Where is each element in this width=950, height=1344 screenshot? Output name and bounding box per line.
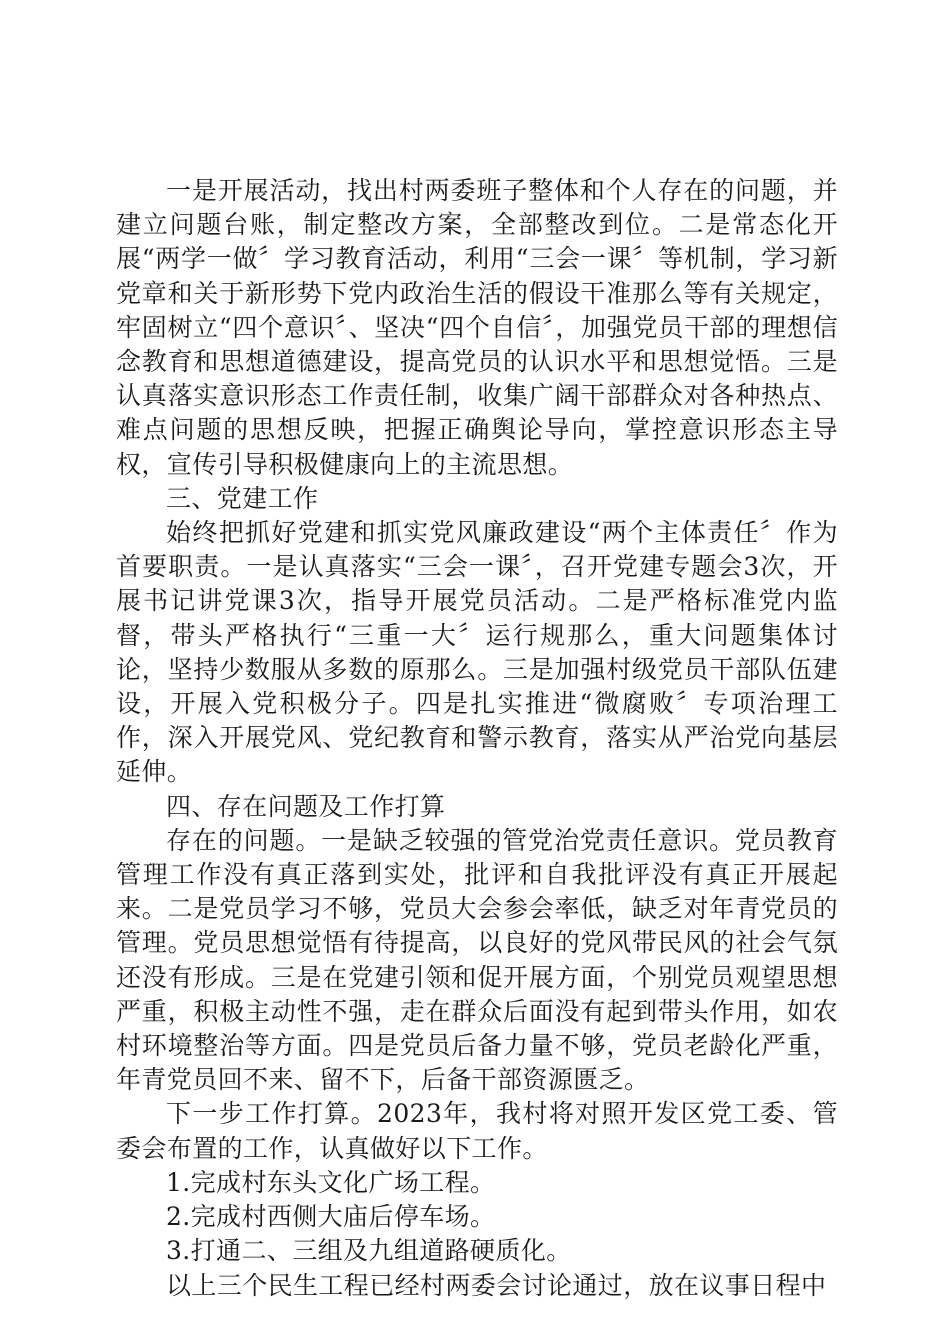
- section-heading-problems-plans: 四、存在问题及工作打算: [166, 791, 446, 821]
- list-item-plaza: 1.完成村东头文化广场工程。: [166, 1167, 496, 1197]
- paragraph-conclusion: 以上三个民生工程已经村两委会讨论通过，放在议事日程中: [166, 1270, 827, 1300]
- paragraph-next-steps: 下一步工作打算。2023年，我村将对照开发区党工委、管委会布置的工作，认真做好以下工作。: [116, 1099, 838, 1163]
- list-item-road: 3.打通二、三组及九组道路硬质化。: [166, 1236, 572, 1266]
- paragraph-study-education: 一是开展活动，找出村两委班子整体和个人存在的问题，并建立问题台账，制定整改方案，全部整改到位。二是常态化开展“两学一做〞学习教育活动，利用“三会一课〞等机制，学习新党章和关于新形势下党内政治生活的假设干准那么等有关规定，牢固树立“四个意识〞、坚决“四个自信〞，加强党员干部的理想信念教育和思想道德建设，提高党员的认识水平和思想觉悟。三是认真落实意识形态工作责任制，收集广阔干部群众对各种热点、难点问题的思想反映，把握正确舆论导向，掌控意识形态主导权，宣传引导积极健康向上的主流思想。: [116, 176, 838, 479]
- document-body: [116, 174, 838, 1303]
- section-heading-party-building: 三、党建工作: [166, 483, 319, 513]
- paragraph-existing-problems: 存在的问题。一是缺乏较强的管党治党责任意识。党员教育管理工作没有真正落到实处，批评和自我批评没有真正开展起来。二是党员学习不够，党员大会参会率低，缺乏对年青党员的管理。党员思想觉悟有待提高，以良好的党风带民风的社会气氛还没有形成。三是在党建引领和促开展方面，个别党员观望思想严重，积极主动性不强，走在群众后面没有起到带头作用，如农村环境整治等方面。四是党员后备力量不够，党员老龄化严重，年青党员回不来、留不下，后备干部资源匮乏。: [116, 825, 838, 1095]
- paragraph-party-building: 始终把抓好党建和抓实党风廉政建设“两个主体责任〞作为首要职责。一是认真落实“三会一课〞，召开党建专题会3次，开展书记讲党课3次，指导开展党员活动。二是严格标准党内监督，带头严格执行“三重一大〞运行规那么，重大问题集体讨论，坚持少数服从多数的原那么。三是加强村级党员干部队伍建设，开展入党积极分子。四是扎实推进“微腐败〞专项治理工作，深入开展党风、党纪教育和警示教育，落实从严治党向基层延伸。: [116, 518, 838, 787]
- list-item-parking: 2.完成村西侧大庙后停车场。: [166, 1202, 496, 1232]
